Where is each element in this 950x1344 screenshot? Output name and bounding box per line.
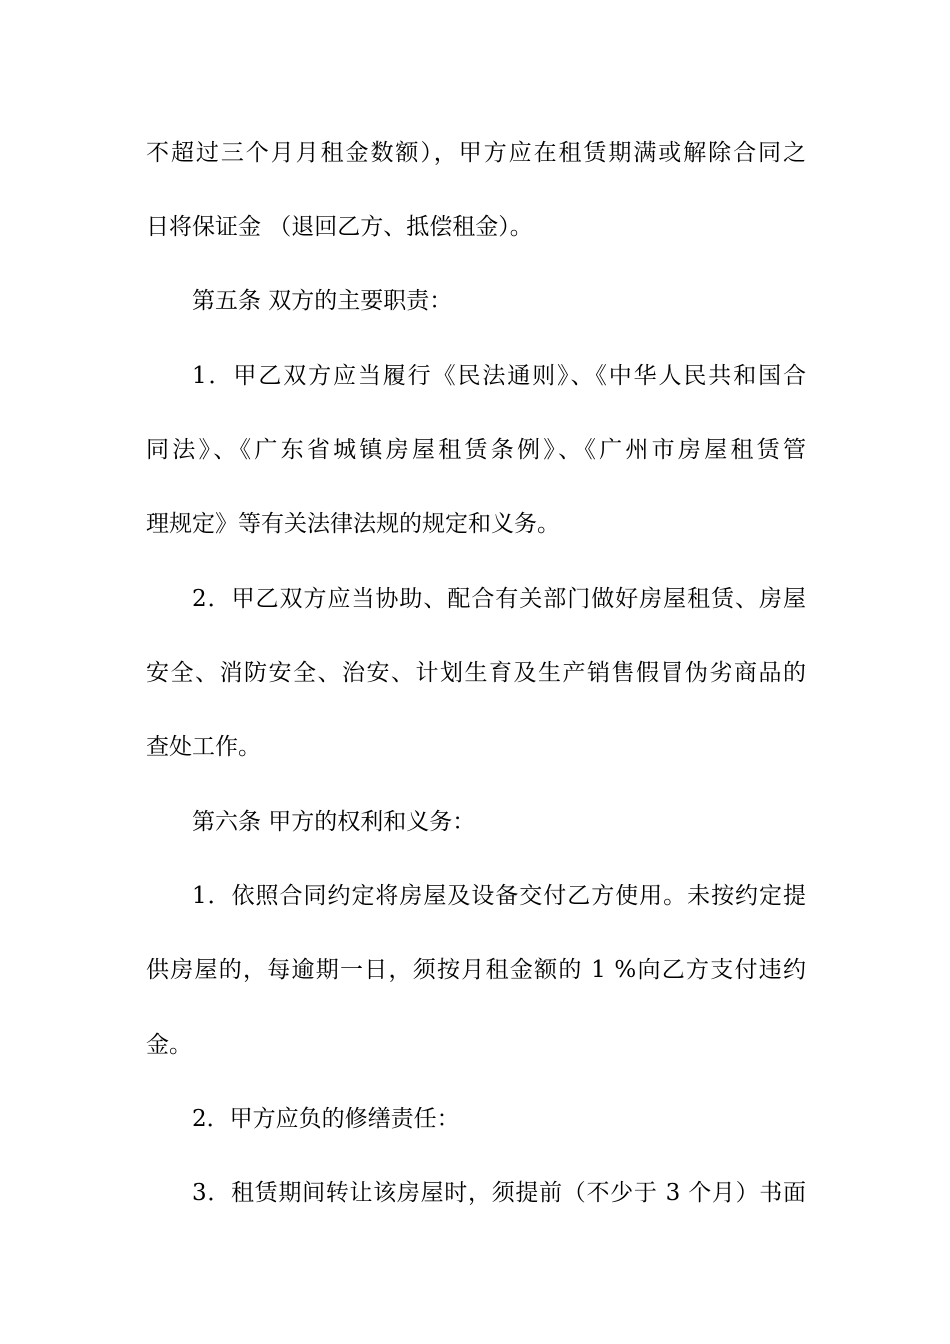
section-heading: 第五条 双方的主要职责： [192,288,453,314]
text-line: 1．甲乙双方应当履行《民法通则》、《中华人民共和国合 [192,363,806,389]
text-line: 3．租赁期间转让该房屋时，须提前（不少于 3 个月）书面 [192,1180,806,1206]
text-line: 2．甲乙双方应当协助、配合有关部门做好房屋租赁、房屋 [192,586,806,612]
section-heading: 第六条 甲方的权利和义务： [192,809,476,835]
text-line: 金。 [146,1032,192,1058]
text-line: 安全、消防安全、治安、计划生育及生产销售假冒伪劣商品的 [146,660,806,686]
text-line: 不超过三个月月租金数额），甲方应在租赁期满或解除合同之 [146,140,806,166]
text-line: 1．依照合同约定将房屋及设备交付乙方使用。未按约定提 [192,883,806,909]
text-line: 同法》、《广东省城镇房屋租赁条例》、《广州市房屋租赁管 [146,437,806,463]
text-line: 日将保证金 （退回乙方、抵偿租金）。 [146,214,533,240]
text-line: 理规定》等有关法律法规的规定和义务。 [146,511,560,537]
text-line: 2．甲方应负的修缮责任： [192,1106,460,1132]
text-line: 供房屋的，每逾期一日，须按月租金额的 1 %向乙方支付违约 [146,957,806,983]
text-line: 查处工作。 [146,734,261,760]
